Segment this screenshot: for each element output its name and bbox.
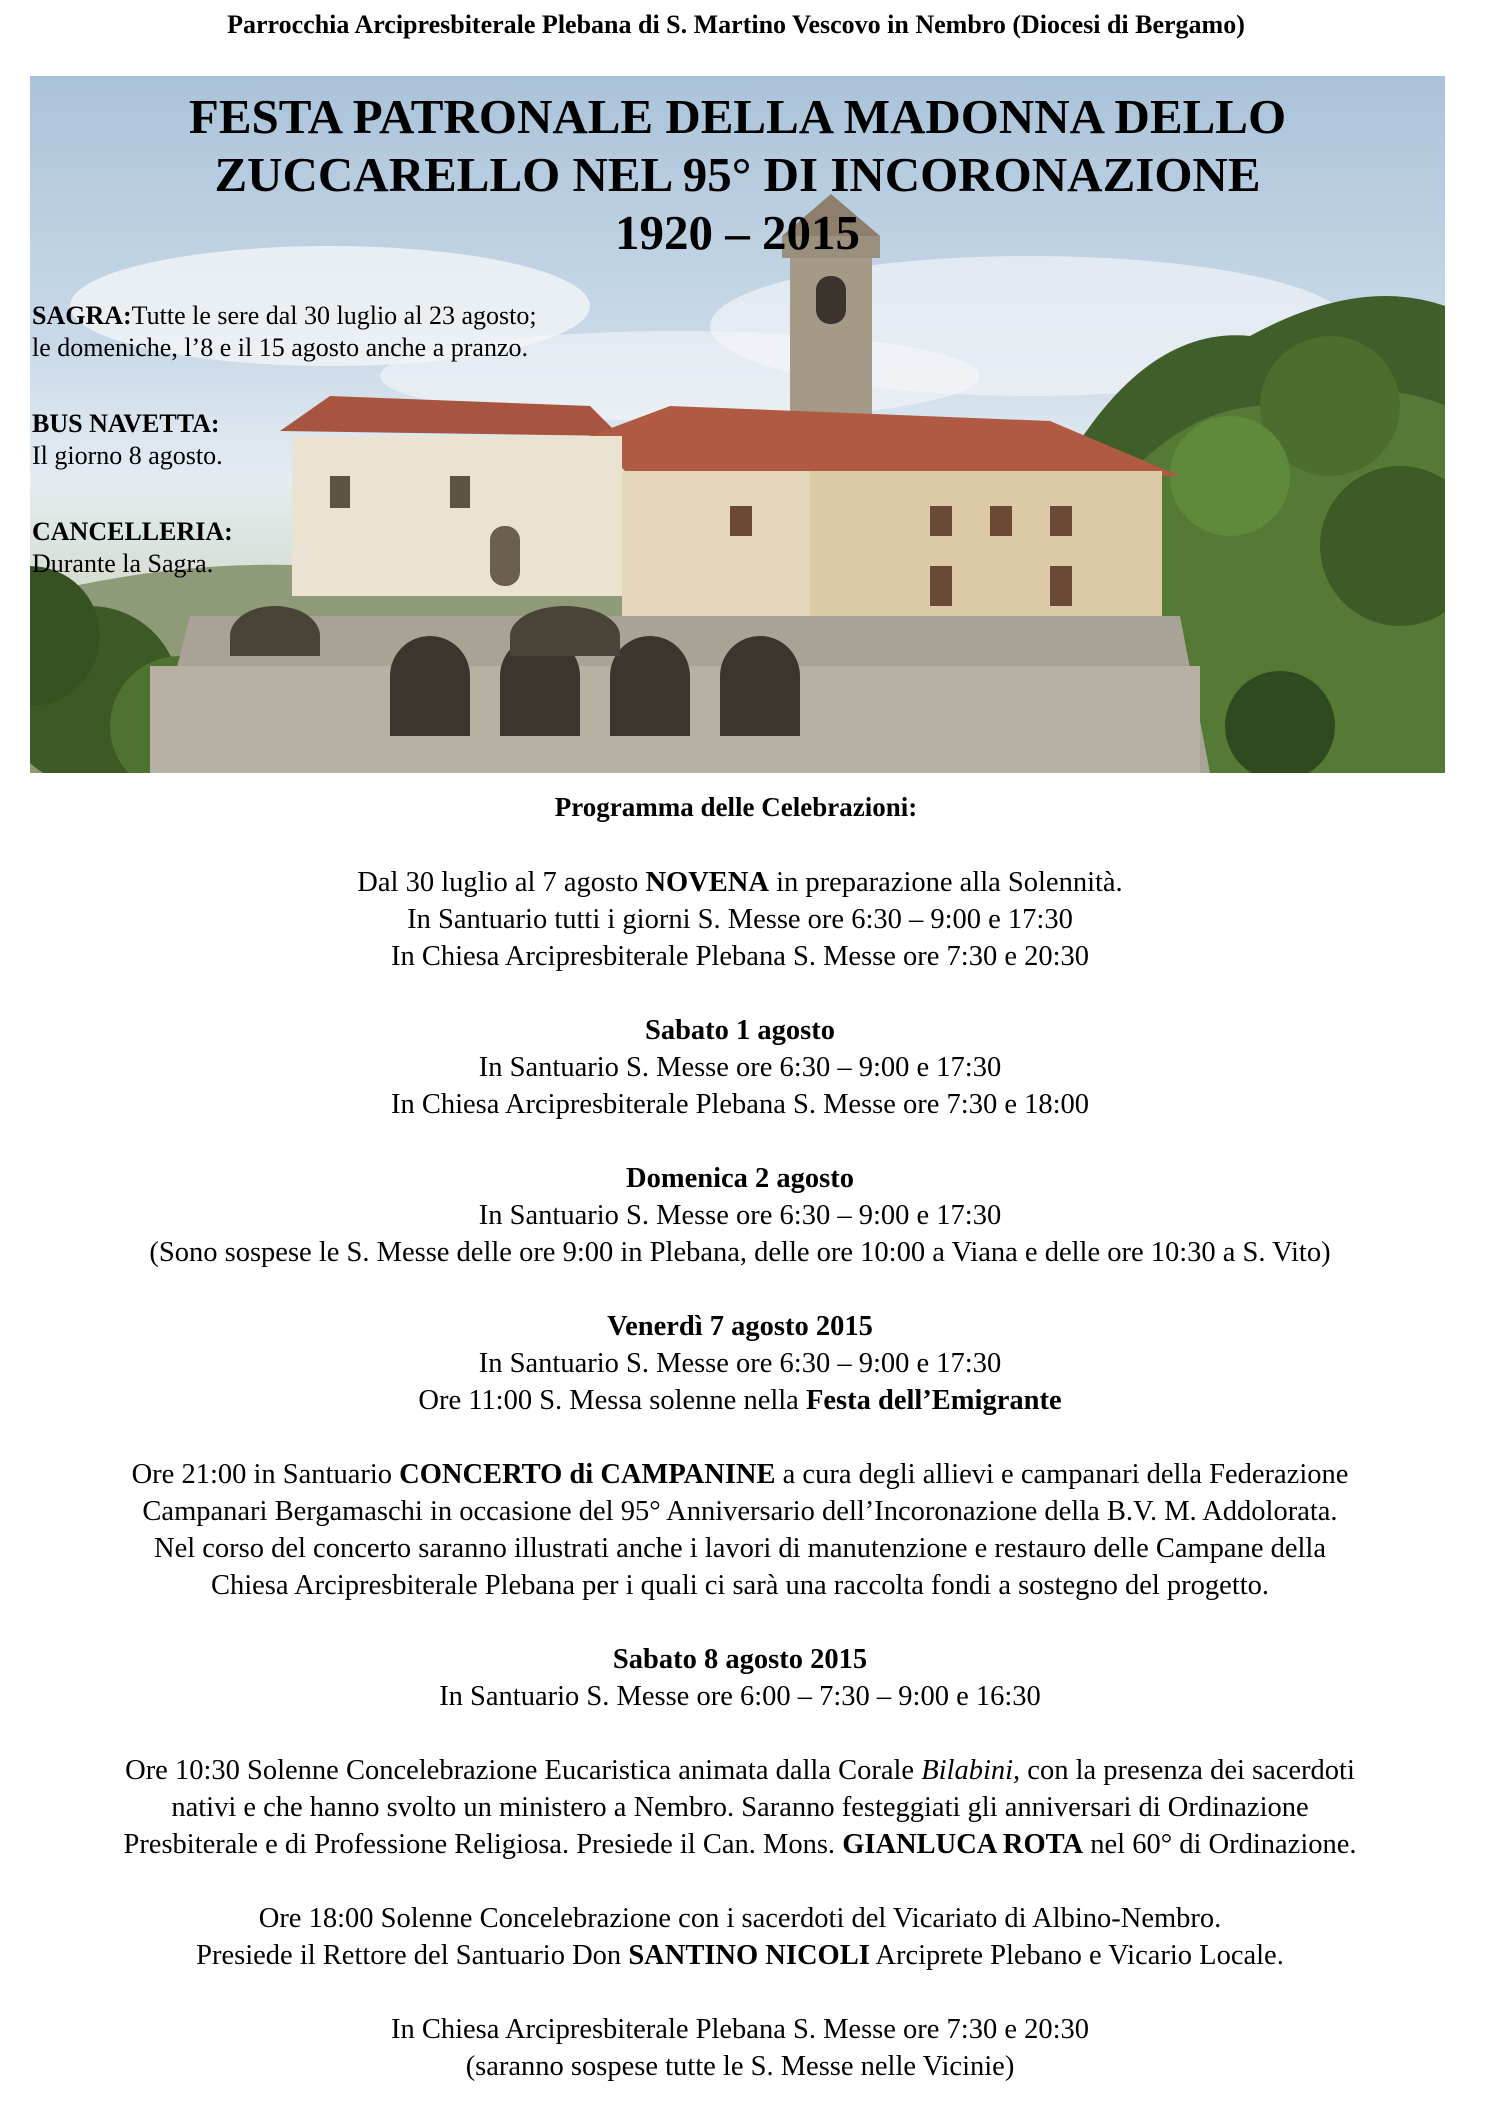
conc1800-line-2-pre: Presiede il Rettore del Santuario Don bbox=[196, 1940, 629, 1971]
program-body bbox=[20, 864, 1460, 2122]
domenica2-line-1: In Santuario S. Messe ore 6:30 – 9:00 e 17:30 bbox=[478, 1200, 1002, 1231]
sabato1-heading: Sabato 1 agosto bbox=[644, 1015, 836, 1046]
venerdi7-line-2-bold: Festa dell’Emigrante bbox=[805, 1385, 1062, 1416]
bus-text: Il giorno 8 agosto. bbox=[32, 441, 223, 470]
concerto-pre: Ore 21:00 in Santuario bbox=[131, 1459, 400, 1490]
cancelleria-info bbox=[32, 516, 233, 580]
domenica2-line-2: (Sono sospese le S. Messe delle ore 9:00 in Plebana, delle ore 10:00 a Viana e delle ore 10:30 a S. Vito) bbox=[149, 1237, 1331, 1268]
concelebrazione-1030-section bbox=[20, 1752, 1460, 1863]
sabato1-section bbox=[20, 1012, 1460, 1123]
conc1030-post: con la presenza dei sacerdoti bbox=[1020, 1755, 1355, 1786]
bus-label: BUS NAVETTA: bbox=[32, 409, 220, 438]
novena-section bbox=[20, 864, 1460, 975]
novena-line-3: In Chiesa Arcipresbiterale Plebana S. Messe ore 7:30 e 20:30 bbox=[390, 941, 1090, 972]
sabato8-section bbox=[20, 1641, 1460, 1715]
domenica2-heading: Domenica 2 agosto bbox=[626, 1163, 854, 1194]
cancelleria-label: CANCELLERIA: bbox=[32, 517, 233, 546]
novena-line-2: In Santuario tutti i giorni S. Messe ore 6:30 – 9:00 e 17:30 bbox=[407, 904, 1073, 935]
novena-bold: NOVENA bbox=[645, 867, 769, 898]
concerto-post: a cura degli allievi e campanari della Federazione bbox=[775, 1459, 1349, 1490]
sabato1-line-1: In Santuario S. Messe ore 6:30 – 9:00 e 17:30 bbox=[478, 1052, 1002, 1083]
venerdi7-section bbox=[20, 1308, 1460, 1419]
novena-post: in preparazione alla Solennità. bbox=[768, 867, 1123, 898]
program-title: Programma delle Celebrazioni: bbox=[554, 792, 918, 822]
conc1030-pre: Ore 10:30 Solenne Concelebrazione Eucaristica animata dalla Corale bbox=[125, 1755, 922, 1786]
closing-line-1: In Chiesa Arcipresbiterale Plebana S. Messe ore 7:30 e 20:30 bbox=[390, 2014, 1090, 2045]
conc1030-line-3-post: nel 60° di Ordinazione. bbox=[1083, 1829, 1357, 1860]
closing-section bbox=[20, 2011, 1460, 2085]
festival-title bbox=[30, 88, 1445, 262]
sabato8-line-1: In Santuario S. Messe ore 6:00 – 7:30 – 9:00 e 16:30 bbox=[439, 1681, 1041, 1712]
sagra-line-1: Tutte le sere dal 30 luglio al 23 agosto; bbox=[131, 301, 537, 330]
concelebrazione-1800-section bbox=[20, 1900, 1460, 1974]
conc1030-line-3-pre: Presbiterale e di Professione Religiosa. Presiede il Can. Mons. bbox=[123, 1829, 843, 1860]
sabato8-heading: Sabato 8 agosto 2015 bbox=[612, 1644, 868, 1675]
venerdi7-line-2-pre: Ore 11:00 S. Messa solenne nella bbox=[418, 1385, 806, 1416]
concerto-section bbox=[20, 1456, 1460, 1604]
sanctuary-photo bbox=[30, 76, 1445, 773]
venerdi7-heading: Venerdì 7 agosto 2015 bbox=[607, 1311, 873, 1342]
concerto-line-2: Campanari Bergamaschi in occasione del 95° Anniversario dell’Incoronazione della B.V. M. Addolorata. bbox=[142, 1496, 1338, 1527]
sabato1-line-2: In Chiesa Arcipresbiterale Plebana S. Messe ore 7:30 e 18:00 bbox=[390, 1089, 1090, 1120]
title-line-2: ZUCCARELLO NEL 95° DI INCORONAZIONE bbox=[214, 147, 1261, 202]
conc1800-line-1: Ore 18:00 Solenne Concelebrazione con i sacerdoti del Vicariato di Albino-Nembro. bbox=[258, 1903, 1222, 1934]
domenica2-section bbox=[20, 1160, 1460, 1271]
title-line-3: 1920 – 2015 bbox=[615, 205, 860, 260]
parish-header: Parrocchia Arcipresbiterale Plebana di S. Martino Vescovo in Nembro (Diocesi di Bergamo) bbox=[227, 10, 1245, 39]
concerto-line-3: Nel corso del concerto saranno illustrati anche i lavori di manutenzione e restauro delle Campane della bbox=[153, 1533, 1326, 1564]
cancelleria-text: Durante la Sagra. bbox=[32, 549, 214, 578]
sagra-label: SAGRA: bbox=[32, 301, 132, 330]
conc1030-line-2: nativi e che hanno svolto un ministero a Nembro. Saranno festeggiati gli anniversari di Ordinazione bbox=[171, 1792, 1309, 1823]
conc1800-line-2-post: Arciprete Plebano e Vicario Locale. bbox=[869, 1940, 1284, 1971]
novena-pre: Dal 30 luglio al 7 agosto bbox=[357, 867, 646, 898]
concerto-line-4: Chiesa Arcipresbiterale Plebana per i quali ci sarà una raccolta fondi a sostegno del progetto. bbox=[210, 1570, 1270, 1601]
sagra-line-2: le domeniche, l’8 e il 15 agosto anche a pranzo. bbox=[32, 333, 528, 362]
title-line-1: FESTA PATRONALE DELLA MADONNA DELLO bbox=[188, 89, 1287, 144]
bus-info bbox=[32, 408, 223, 472]
conc1030-italic: Bilabini, bbox=[921, 1755, 1021, 1786]
sagra-info bbox=[32, 300, 537, 364]
closing-line-2: (saranno sospese tutte le S. Messe nelle Vicinie) bbox=[465, 2051, 1015, 2082]
conc1800-line-2-bold: SANTINO NICOLI bbox=[628, 1940, 870, 1971]
conc1030-line-3-bold: GIANLUCA ROTA bbox=[842, 1829, 1084, 1860]
concerto-bold: CONCERTO di CAMPANINE bbox=[399, 1459, 776, 1490]
venerdi7-line-1: In Santuario S. Messe ore 6:30 – 9:00 e 17:30 bbox=[478, 1348, 1002, 1379]
